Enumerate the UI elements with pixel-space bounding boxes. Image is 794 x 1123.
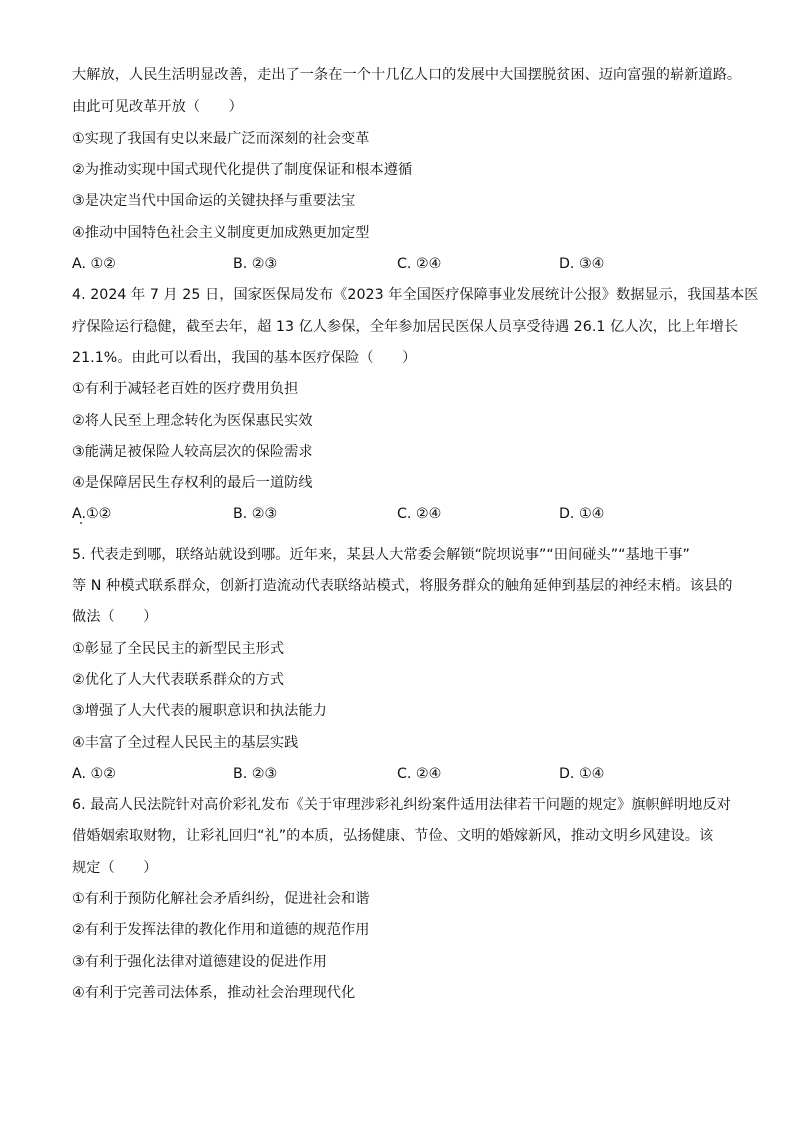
q4-stem-line-1: 4. 2024 年 7 月 25 日，国家医保局发布《2023 年全国医疗保障事业发展统计公报》数据显示，我国基本医 <box>72 287 759 303</box>
q4-item-1: ①有利于减轻老百姓的医疗费用负担 <box>72 381 299 397</box>
q3-stem-line-2: 由此可见改革开放（ ） <box>72 99 243 115</box>
q4-item-3: ③能满足被保险人较高层次的保险需求 <box>72 444 313 460</box>
q3-item-1: ①实现了我国有史以来最广泛而深刻的社会变革 <box>72 131 370 147</box>
q6-stem-line-2: 借婚姻索取财物，让彩礼回归“礼”的本质，弘扬健康、节俭、文明的婚嫁新风，推动文明乡风建设。该 <box>72 828 714 844</box>
q6-item-3: ③有利于强化法律对道德建设的促进作用 <box>72 954 327 970</box>
q6-item-4: ④有利于完善司法体系，推动社会治理现代化 <box>72 985 356 1001</box>
q3-item-3: ③是决定当代中国命运的关键抉择与重要法宝 <box>72 193 356 209</box>
q4-item-2: ②将人民至上理念转化为医保惠民实效 <box>72 413 313 429</box>
q5-option-b: B. ②③ <box>233 766 278 782</box>
q3-stem-line-1: 大解放，人民生活明显改善，走出了一条在一个十几亿人口的发展中大国摆脱贫困、迈向富强的崭新道路。 <box>72 67 742 83</box>
q4-stem-line-3: 21.1%。由此可以看出，我国的基本医疗保险（ ） <box>72 350 417 366</box>
q6-item-1: ①有利于预防化解社会矛盾纠纷，促进社会和谐 <box>72 891 370 907</box>
q3-option-b: B. ②③ <box>233 256 278 272</box>
q5-item-3: ③增强了人大代表的履职意识和执法能力 <box>72 703 327 719</box>
stray-mark <box>80 522 82 524</box>
q3-item-2: ②为推动实现中国式现代化提供了制度保证和根本遵循 <box>72 162 413 178</box>
q5-stem-line-3: 做法（ ） <box>72 609 158 625</box>
q6-stem-line-1: 6. 最高人民法院针对高价彩礼发布《关于审理涉彩礼纠纷案件适用法律若干问题的规定》旗帜鲜明地反对 <box>72 797 731 813</box>
q3-item-4: ④推动中国特色社会主义制度更加成熟更加定型 <box>72 225 370 241</box>
q6-item-2: ②有利于发挥法律的教化作用和道德的规范作用 <box>72 922 370 938</box>
q3-option-c: C. ②④ <box>397 256 442 272</box>
q5-stem-line-2: 等 N 种模式联系群众，创新打造流动代表联络站模式，将服务群众的触角延伸到基层的神经末梢。该县的 <box>72 578 733 594</box>
q4-item-4: ④是保障居民生存权利的最后一道防线 <box>72 475 313 491</box>
q5-item-1: ①彰显了全民民主的新型民主形式 <box>72 641 285 657</box>
q4-option-a: A.①② <box>72 506 112 522</box>
q4-option-d: D. ①④ <box>559 506 605 522</box>
q4-option-b: B. ②③ <box>233 506 278 522</box>
q4-stem-line-2: 疗保险运行稳健，截至去年，超 13 亿人参保，全年参加居民医保人员享受待遇 26.1 亿人次，比上年增长 <box>72 319 739 335</box>
q5-stem-line-1: 5. 代表走到哪，联络站就设到哪。近年来，某县人大常委会解锁“院坝说事”“田间碰头”“基地干事” <box>72 547 690 563</box>
q5-option-a: A. ①② <box>72 766 116 782</box>
q6-stem-line-3: 规定（ ） <box>72 860 158 876</box>
q5-item-2: ②优化了人大代表联系群众的方式 <box>72 672 285 688</box>
q3-option-a: A. ①② <box>72 256 116 272</box>
q4-option-c: C. ②④ <box>397 506 442 522</box>
q5-option-d: D. ①④ <box>559 766 605 782</box>
q5-option-c: C. ②④ <box>397 766 442 782</box>
q3-option-d: D. ③④ <box>559 256 605 272</box>
q5-item-4: ④丰富了全过程人民民主的基层实践 <box>72 735 299 751</box>
